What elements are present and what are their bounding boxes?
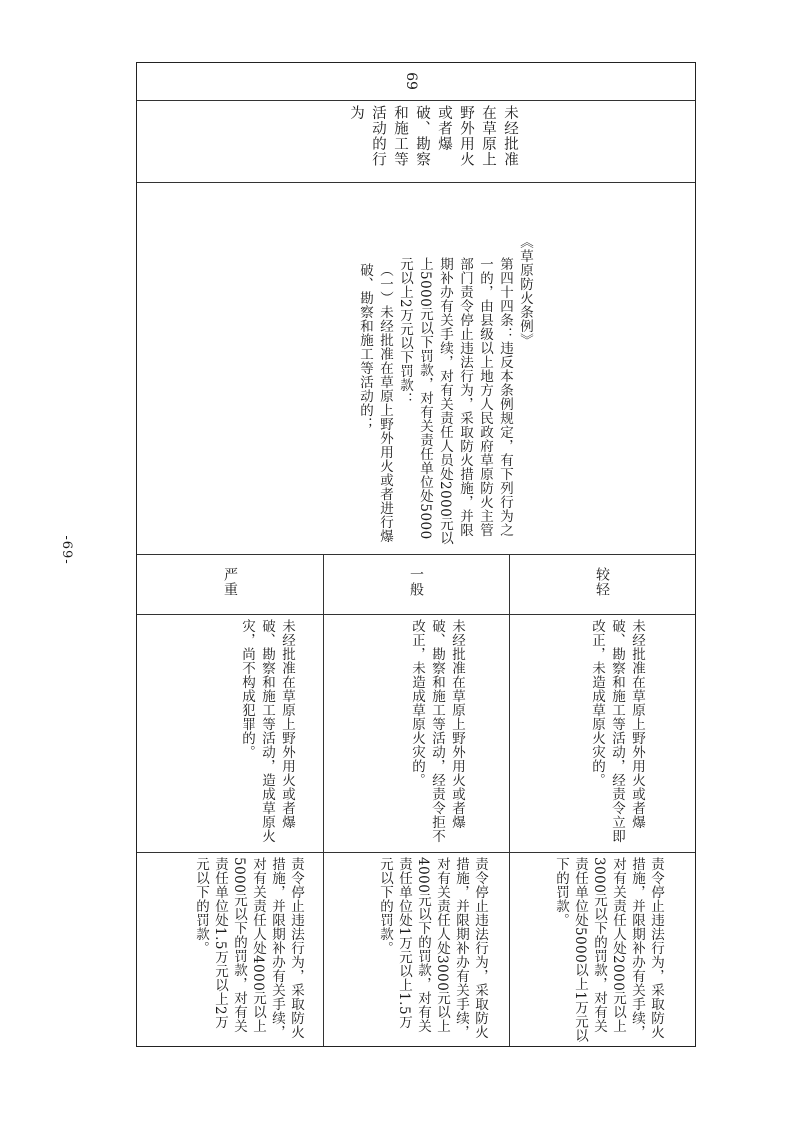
circumstance-general: 未经批准在草原上野外用火或者爆破、勘察和施工等活动，经责令拒不改正，未造成草原火灾的。 xyxy=(409,619,465,843)
basis-title: 《草原防火条例》 xyxy=(517,235,533,347)
item-number: 69 xyxy=(402,72,419,90)
violation-text: 未经批准在草原上野外用火或者爆破、勘察和施工等活动的行为 xyxy=(348,105,518,167)
penalty-minor: 责令停止违法行为，采取防火措施，并限期补办有关手续，对有关责任人处2000元以上3000元以下的罚款，对有关责任单位处5000以上1万元以下的罚款。 xyxy=(553,857,664,1043)
penalty-general: 责令停止违法行为，采取防火措施，并限期补办有关手续，对有关责任人处3000元以上4000元以下的罚款，对有关责任单位处1万元以上1.5万元以下的罚款。 xyxy=(377,857,488,1039)
row-degree xyxy=(137,555,695,615)
degree-general: 一般 xyxy=(408,567,424,597)
row-penalty xyxy=(137,853,695,1046)
penalty-table xyxy=(136,62,696,1047)
degree-minor: 较轻 xyxy=(594,567,610,597)
degree-serious: 严重 xyxy=(222,567,238,597)
row-violation xyxy=(137,101,695,183)
penalty-serious: 责令停止违法行为，采取防火措施，并限期补办有关手续，对有关责任人处4000元以上5000元以下的罚款，对有关责任单位处1.5万元以上2万元以下的罚款。 xyxy=(193,857,304,1039)
basis-item: （一）未经批准在草原上野外用火或者进行爆破、勘察和施工等活动的； xyxy=(357,263,393,543)
circumstance-minor: 未经批准在草原上野外用火或者爆破、勘察和施工等活动，经责令立即改正，未造成草原火灾的。 xyxy=(589,619,645,843)
circumstance-serious: 未经批准在草原上野外用火或者爆破、勘察和施工等活动，造成草原火灾，尚不构成犯罪的。 xyxy=(239,619,295,843)
page-number: -69- xyxy=(59,535,75,565)
row-circumstance xyxy=(137,615,695,853)
row-item-number xyxy=(137,63,695,101)
basis-paragraph: 第四十四条：违反本条例规定，有下列行为之一的，由县级以上地方人民政府草原防火主管部门责令停止违法行为，采取防火措施，并限期补办有关手续，对有关责任人员处2000元以上5000元以下罚款，对有关责任单位处5000元以上2万元以下罚款： xyxy=(397,257,513,546)
row-legal-basis xyxy=(137,183,695,555)
